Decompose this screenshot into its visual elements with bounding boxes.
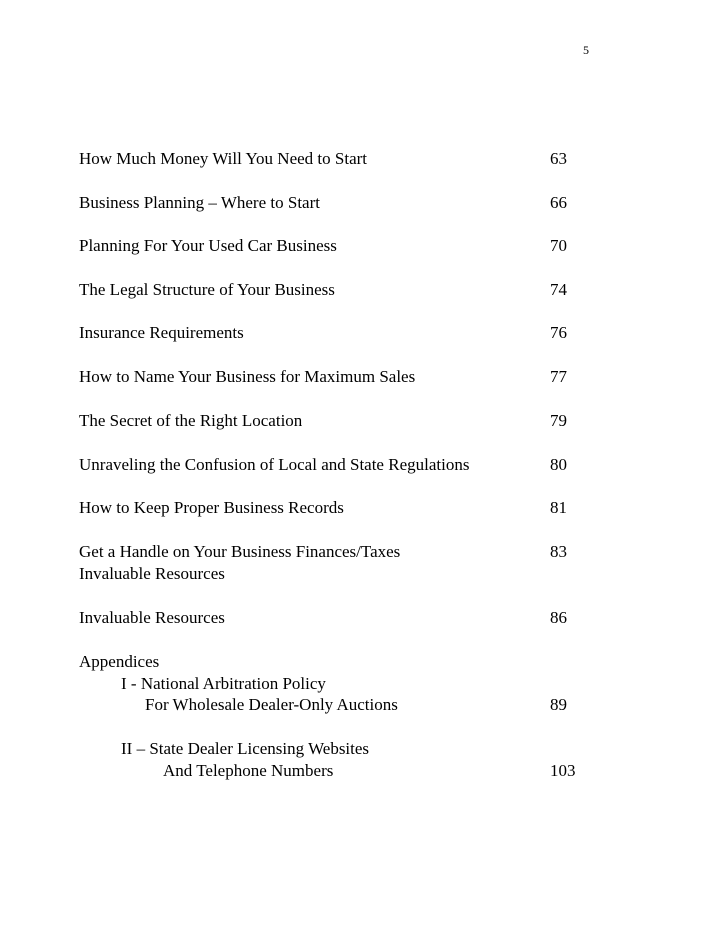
toc-entry-title: Planning For Your Used Car Business [79,236,337,255]
toc-entry-title: Invaluable Resources [79,608,225,627]
toc-entry-title: How to Keep Proper Business Records [79,498,344,517]
appendix-page: 89 [550,695,567,714]
toc-entry-continuation: Invaluable Resources [79,564,225,583]
appendix-subtitle: For Wholesale Dealer-Only Auctions [145,695,398,714]
toc-entry-page: 80 [550,455,567,474]
toc-entry-page: 74 [550,280,567,299]
appendix-title: I - National Arbitration Policy [121,674,326,693]
toc-entry-page: 83 [550,542,567,561]
appendix-subtitle: And Telephone Numbers [163,761,334,780]
toc-entry-page: 63 [550,149,567,168]
toc-entry-page: 77 [550,367,567,386]
toc-entry-page: 66 [550,193,567,212]
toc-entry-title: How to Name Your Business for Maximum Sales [79,367,416,386]
toc-entry-title: Business Planning – Where to Start [79,193,320,212]
appendix-title: II – State Dealer Licensing Websites [121,739,370,758]
toc-entry-page: 76 [550,323,567,342]
toc-entry-title: Insurance Requirements [79,323,244,342]
toc-entry-title: The Secret of the Right Location [79,411,303,430]
toc-entry-page: 79 [550,411,567,430]
toc-entry-title: The Legal Structure of Your Business [79,280,335,299]
toc-entry-title: Get a Handle on Your Business Finances/Taxes [79,542,401,561]
appendix-page: 103 [550,761,576,780]
appendices-heading: Appendices [79,652,160,671]
toc-entry-page: 70 [550,236,567,255]
page-number: 5 [583,43,589,57]
toc-entry-title: How Much Money Will You Need to Start [79,149,367,168]
toc-entry-page: 86 [550,608,567,627]
toc-entry-title: Unraveling the Confusion of Local and State Regulations [79,455,470,474]
toc-entry-page: 81 [550,498,567,517]
